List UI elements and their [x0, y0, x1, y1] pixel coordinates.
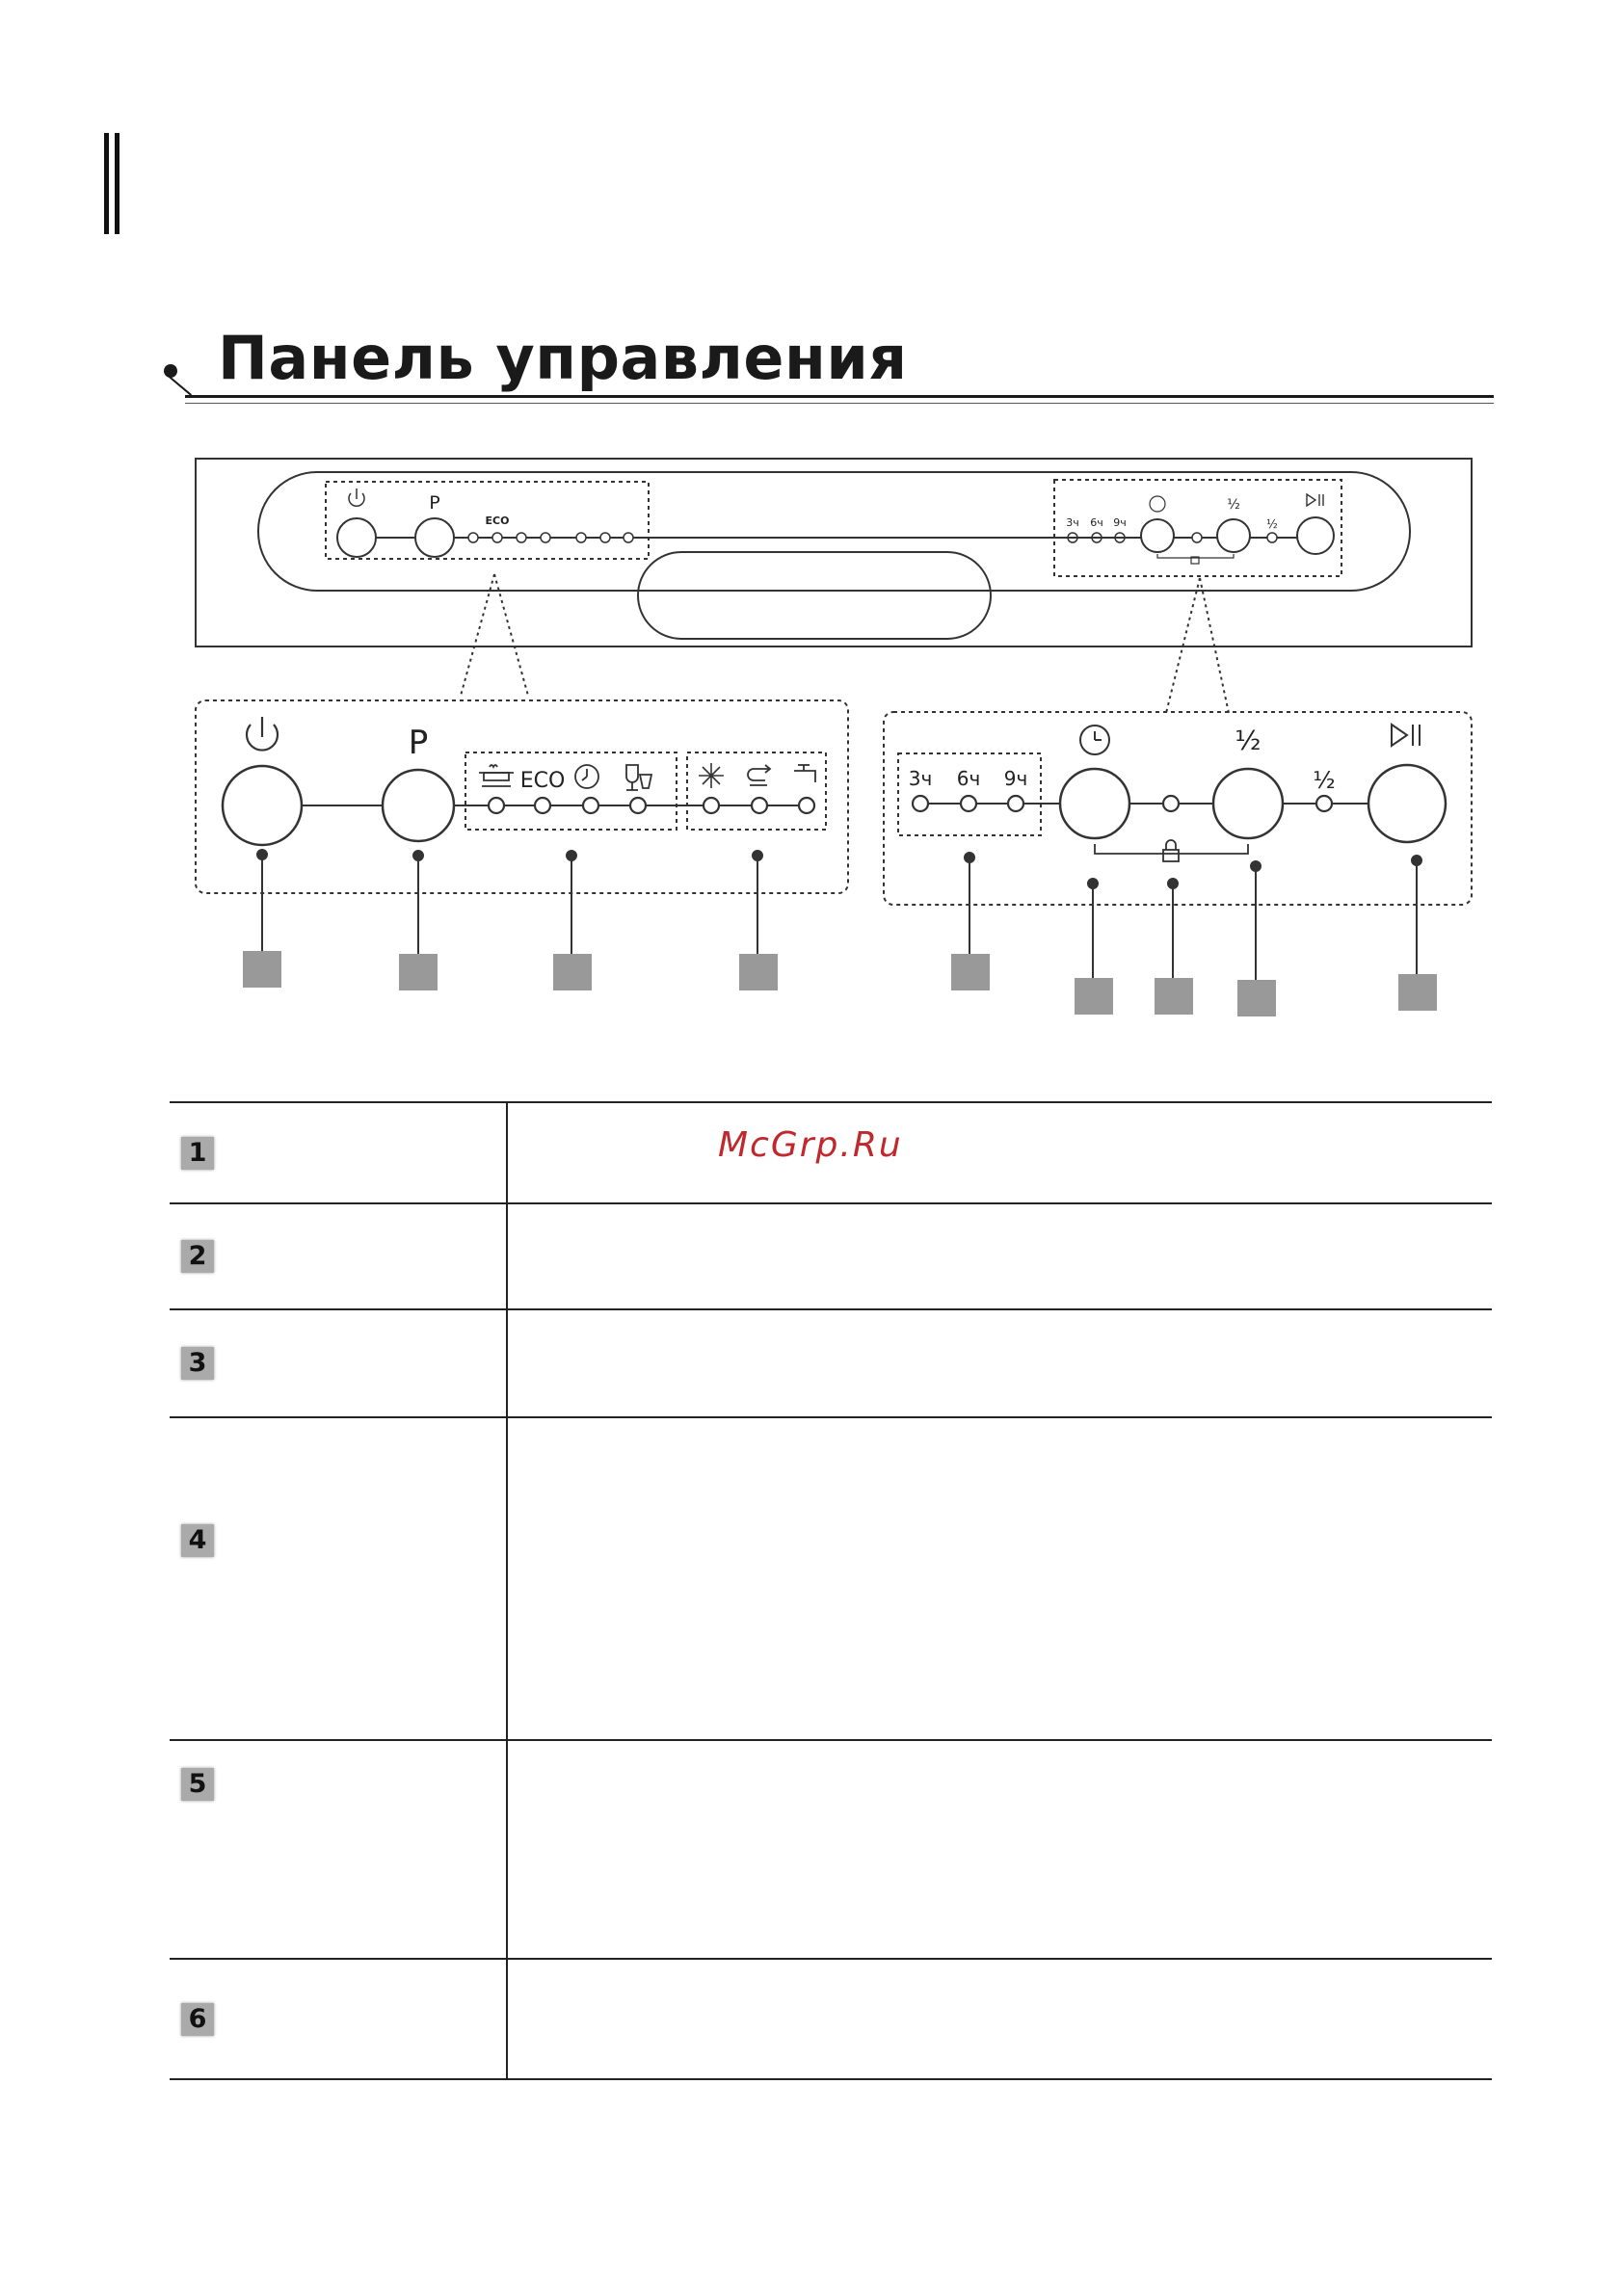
page-title: Панель управления	[218, 323, 908, 393]
row-number-badge: 2	[181, 1240, 214, 1273]
mini-clock-icon	[1150, 496, 1165, 512]
delay-hours-group	[898, 753, 1041, 835]
mini-power-button	[337, 518, 376, 557]
quick-90-clock-icon	[575, 765, 598, 788]
delay-6h-label: 6ч	[956, 767, 981, 790]
child-lock-indicator	[1163, 796, 1179, 811]
option-indicators-group	[687, 752, 826, 830]
row-number-badge: 6	[181, 2003, 214, 2036]
mini-delay-3h: 3ч	[1066, 516, 1079, 529]
table-row	[170, 1740, 1492, 1959]
row-description	[507, 1203, 1492, 1309]
row-description	[507, 1102, 1492, 1203]
mini-play-pause-icon	[1307, 494, 1323, 506]
delay-3h-label: 3ч	[908, 767, 933, 790]
half-load-indicator-label: ½	[1313, 767, 1336, 794]
watermark: McGrp.Ru	[718, 1125, 903, 1165]
clock-icon	[1080, 726, 1109, 754]
mini-eco-label: ECO	[485, 515, 510, 527]
row-number-badge: 4	[181, 1524, 214, 1557]
glass-cup-icon	[626, 765, 651, 790]
row-number-badge: 3	[181, 1347, 214, 1380]
mini-delay-button	[1141, 519, 1174, 552]
feature-table	[170, 1101, 1492, 2080]
program-label: P	[408, 724, 429, 762]
mini-delay-9h: 9ч	[1113, 516, 1127, 529]
row-number-badge: 5	[181, 1768, 214, 1801]
mini-start-button	[1297, 517, 1334, 554]
mini-half-indicator-label: ½	[1266, 517, 1278, 531]
mini-delay-6h: 6ч	[1090, 516, 1103, 529]
half-load-indicator	[1316, 796, 1332, 811]
delay-start-button	[1060, 769, 1129, 838]
mini-left-indicators	[468, 533, 633, 542]
table-row	[170, 1309, 1492, 1417]
control-panel-diagram	[0, 0, 1620, 1060]
mini-half-button	[1217, 519, 1250, 552]
delay-9h-label: 9ч	[1003, 767, 1028, 790]
start-pause-button	[1368, 765, 1446, 842]
row-number-badge: 1	[181, 1137, 214, 1170]
callout-boxes	[243, 951, 1437, 1016]
display-window	[638, 552, 991, 639]
half-load-label: ½	[1235, 725, 1261, 756]
intensive-pot-icon	[479, 765, 514, 786]
row-description	[507, 1417, 1492, 1740]
table-row	[170, 1959, 1492, 2079]
row-description	[507, 1309, 1492, 1417]
power-button	[223, 766, 302, 845]
table-row	[170, 1417, 1492, 1740]
lock-icon	[1163, 840, 1179, 861]
power-icon	[247, 717, 278, 751]
lock-bracket	[1095, 844, 1248, 854]
mini-program-button	[415, 518, 454, 557]
row-description	[507, 1959, 1492, 2079]
mini-half-label: ½	[1227, 497, 1240, 513]
mini-program-label: P	[429, 492, 440, 514]
water-tap-icon	[794, 765, 815, 782]
program-button	[383, 770, 454, 841]
rinse-cycle-icon	[748, 765, 770, 785]
mini-power-icon	[349, 488, 364, 506]
sparkle-rinse-icon	[699, 763, 724, 788]
program-indicators-group	[465, 752, 677, 830]
row-description	[507, 1740, 1492, 1959]
half-load-button	[1213, 769, 1283, 838]
eco-label: ECO	[519, 769, 566, 793]
table-row	[170, 1203, 1492, 1309]
play-pause-icon	[1392, 725, 1420, 746]
